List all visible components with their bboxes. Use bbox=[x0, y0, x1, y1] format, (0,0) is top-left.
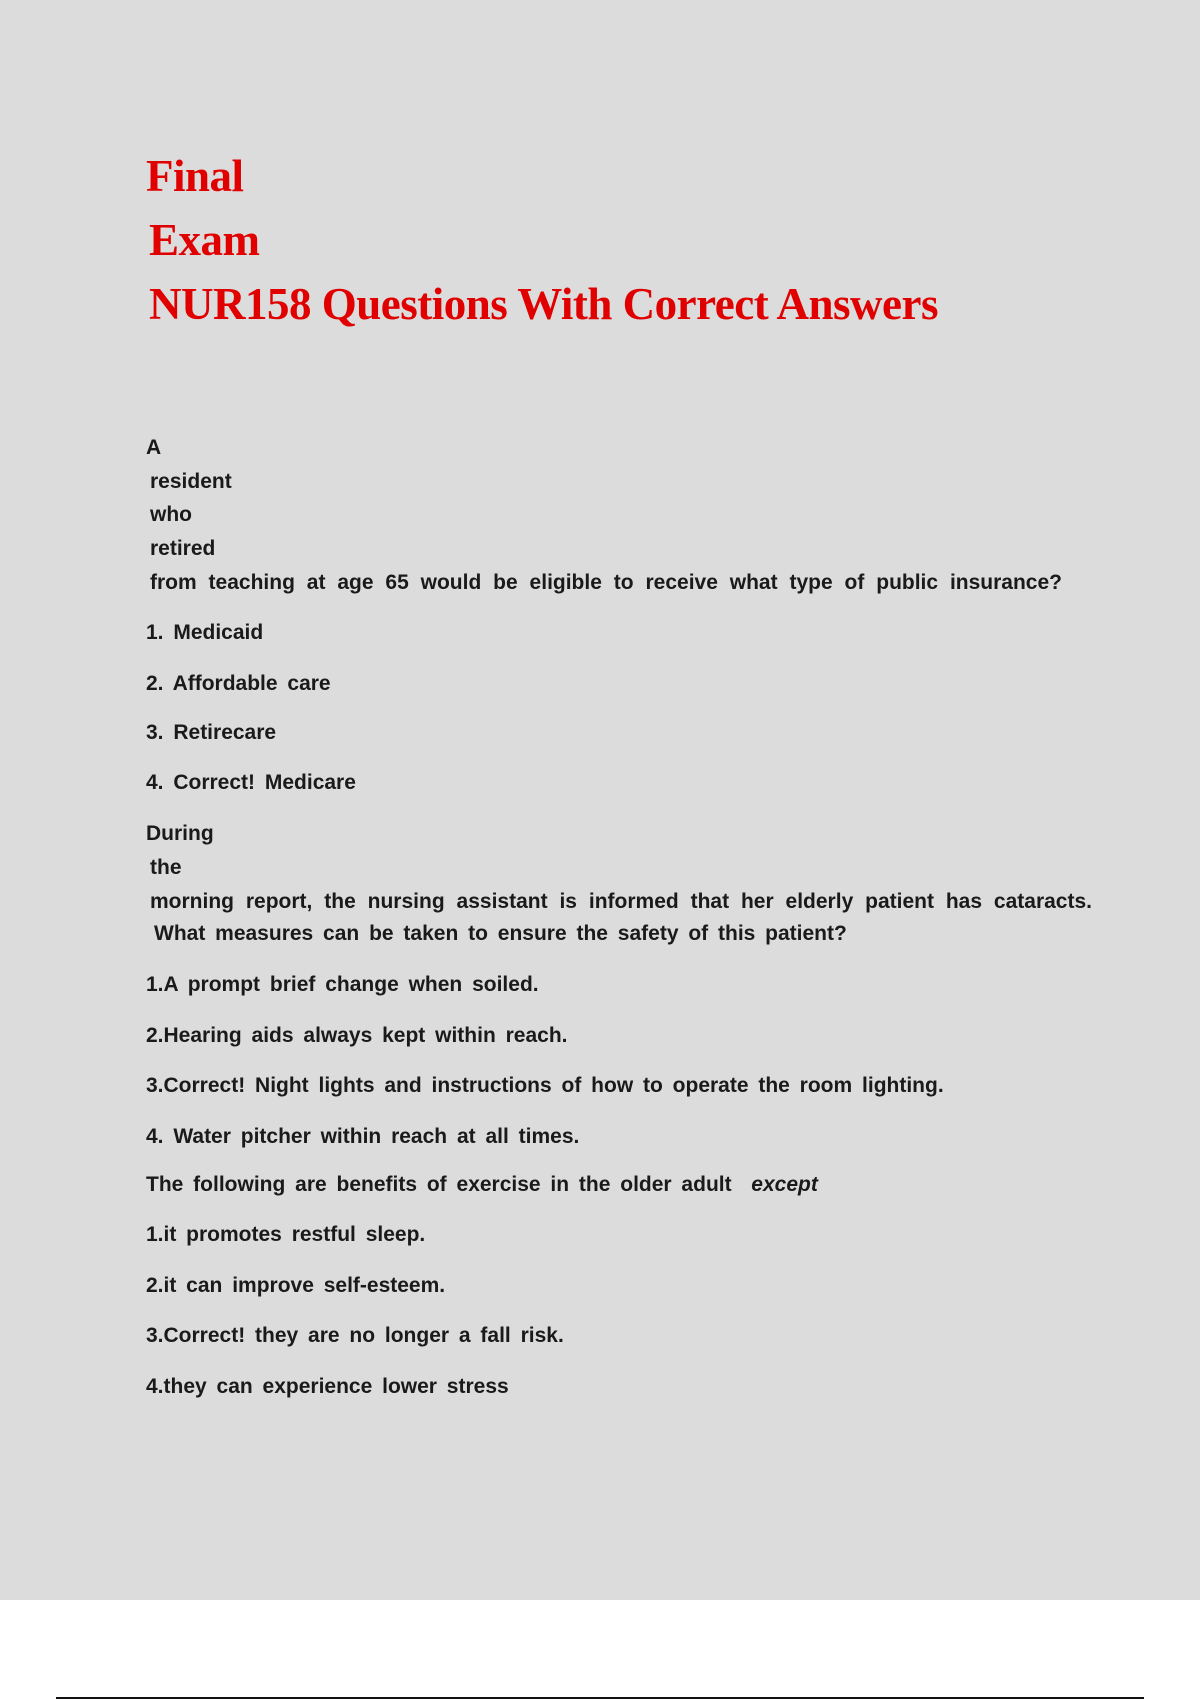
question-1-option-3: 3. Retirecare bbox=[146, 721, 277, 744]
question-2-stem-line-1: During bbox=[146, 822, 214, 845]
question-1-option-2: 2. Affordable care bbox=[146, 672, 331, 695]
question-2-stem-line-3: morning report, the nursing assistant is informed that her elderly patient has cataracts. bbox=[150, 890, 1092, 913]
question-3-option-4: 4.they can experience lower stress bbox=[146, 1375, 509, 1398]
title-line-2: Exam bbox=[149, 215, 260, 265]
question-3-stem bbox=[146, 1170, 818, 1200]
question-2-stem-line-2: the bbox=[150, 856, 182, 879]
question-1-stem-line-5: from teaching at age 65 would be eligible to receive what type of public insurance? bbox=[150, 571, 1062, 594]
question-2-stem-line-4: What measures can be taken to ensure the safety of this patient? bbox=[154, 922, 847, 945]
document-title bbox=[146, 144, 1106, 336]
question-3-stem-text: The following are benefits of exercise in the older adult bbox=[146, 1173, 732, 1196]
title-line-1: Final bbox=[146, 151, 244, 201]
question-1-stem-line-4: retired bbox=[150, 537, 216, 560]
question-3-stem-emphasis: except bbox=[751, 1173, 818, 1196]
question-2-option-3: 3.Correct! Night lights and instructions of how to operate the room lighting. bbox=[146, 1074, 944, 1097]
question-2-option-4: 4. Water pitcher within reach at all times. bbox=[146, 1125, 580, 1148]
footer-divider bbox=[56, 1697, 1144, 1699]
question-3-option-3: 3.Correct! they are no longer a fall risk. bbox=[146, 1324, 564, 1347]
question-1-option-1: 1. Medicaid bbox=[146, 621, 264, 644]
question-1-stem-line-3: who bbox=[150, 503, 192, 526]
question-2-option-1: 1.A prompt brief change when soiled. bbox=[146, 973, 539, 996]
question-2-option-2: 2.Hearing aids always kept within reach. bbox=[146, 1024, 568, 1047]
question-1-option-4: 4. Correct! Medicare bbox=[146, 771, 356, 794]
question-3-option-1: 1.it promotes restful sleep. bbox=[146, 1223, 426, 1246]
question-3-option-2: 2.it can improve self-esteem. bbox=[146, 1274, 446, 1297]
question-1-stem-line-2: resident bbox=[150, 470, 232, 493]
title-line-3: NUR158 Questions With Correct Answers bbox=[149, 279, 938, 329]
question-1-stem-line-1: A bbox=[146, 436, 162, 459]
